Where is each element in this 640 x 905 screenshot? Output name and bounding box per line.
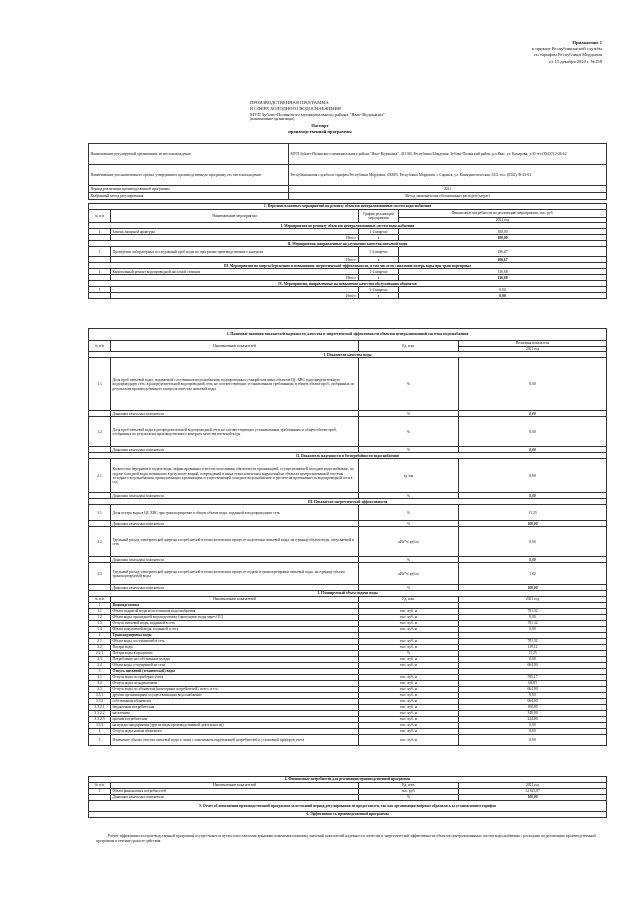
section-title: 3. Планируемый объем подачи воды <box>89 591 607 597</box>
row-value: 0,00 <box>459 411 607 417</box>
row-number: 2.1 <box>89 459 111 493</box>
column-header: Наименование мероприятия <box>111 210 359 223</box>
row-name: Проведение лабораторных исследований проб воды по программе производственного контроля <box>111 247 359 257</box>
row-number: 1.3 <box>89 621 111 627</box>
column-header: № п/п <box>89 783 111 789</box>
row-value: 68,83 <box>459 681 607 687</box>
total-label: Итого: <box>111 293 359 299</box>
efficiency-text: Расчет эффективности производственной программы осуществляется путем сопоставления динамики изменения плановых значений показателей надежности, качества и энергетической эффективности объектов централизованных систем водоснабжения с расходами на реализацию производственной программы в течение срока ее действия <box>96 834 596 843</box>
program-title: ПРОИЗВОДСТВЕННАЯ ПРОГРАММА <box>250 100 329 105</box>
row-name: Динамика изменения показателя <box>111 447 359 453</box>
total-schedule: х <box>359 275 399 281</box>
passport-label: Наименование уполномоченного органа, утвердившего производственную программу, его местонахождение <box>89 165 289 186</box>
section-title: 2. Плановые значения показателей надежности, качества и энергетической эффективности объектов централизованной системы водоснабжения <box>89 329 607 341</box>
total-schedule: х <box>359 235 399 241</box>
financial-needs-table <box>88 776 607 818</box>
row-number: 1.2 <box>89 615 111 621</box>
row-name: Динамика изменения показателя <box>111 521 359 527</box>
row-number: 2.4 <box>89 663 111 669</box>
row-unit: тыс. куб. м <box>359 645 459 651</box>
row-unit: тыс. куб. м <box>359 687 459 693</box>
row-name: Удельный расход электрической энергии, потребляемой в технологическом процессе подготовки питьевой воды, на единицу объема воды, отпускаемой в сеть <box>111 527 359 557</box>
row-unit: % <box>359 417 459 447</box>
row-number: 1 <box>89 269 111 275</box>
passport-row <box>89 165 607 186</box>
row-name: Удельный расход электрической энергии, потребляемой в технологическом процессе подачи и транспортировки питьевой воды, на единицу объема транспортируемой воды <box>111 563 359 585</box>
passport-table <box>88 143 607 200</box>
row-name: собственным абонентам <box>111 699 359 705</box>
row-value: 664,00 <box>459 663 607 669</box>
row-number: 1.1 <box>89 358 111 411</box>
row-name: Динамика изменения показателя <box>111 557 359 563</box>
row-value: 664,00 <box>459 699 607 705</box>
section-title: 6. Эффективность производственной программы <box>89 812 607 818</box>
row-value: 0,00 <box>459 693 607 699</box>
row-value: 0,00 <box>459 459 607 493</box>
row-name: - <box>111 287 359 293</box>
row-name: Объем воды, поступившей в сеть <box>111 639 359 645</box>
row-value: 186,67 <box>399 247 607 257</box>
total-label: Итого: <box>111 235 359 241</box>
row-value: 781,32 <box>459 639 607 645</box>
organization-name: МУП Зубово-Полянского муниципального района "Явас-Водоканал" <box>250 111 385 117</box>
appendix-block <box>392 40 602 65</box>
row-name: Отпуск питьевой воды, поданной в сеть <box>111 621 359 627</box>
row-value: 100,00 <box>459 521 607 527</box>
column-header: № п/п <box>89 341 111 352</box>
column-header: Ед. изм. <box>359 597 459 603</box>
row-unit: тыс. куб. м <box>359 609 459 615</box>
row-unit: тыс. куб. м <box>359 615 459 621</box>
row-value: 0,00 <box>459 417 607 447</box>
total-value: 0,00 <box>399 293 607 299</box>
row-unit: % <box>359 411 459 417</box>
row-number: 2.2 <box>89 645 111 651</box>
passport-value: Метод экономически обоснованных расходов (затрат) <box>289 193 607 200</box>
row-name: Отпуск воды по нормативам <box>111 681 359 687</box>
row-number: 1 <box>89 789 111 795</box>
total-schedule: х <box>359 257 399 263</box>
row-name: Замена запорной арматуры <box>111 229 359 235</box>
passport-value: Республиканская служба по тарифам Республики Мордовия, 430005, Республика Мордовия, г. Саранск, ул. Коммунистическая, 33/2, тел. (8342) 39-23-63 <box>289 165 607 186</box>
row-unit: % <box>359 795 459 801</box>
row-number: 3 <box>89 669 111 675</box>
row-number: 3.2 <box>89 527 111 557</box>
water-supply-volume-table <box>88 590 607 746</box>
group-title: IV. Мероприятия, направленные на повышение качества обслуживания абонентов <box>89 281 607 287</box>
table-row <box>89 527 607 557</box>
passport-label: Период реализации производственной программы <box>89 186 289 193</box>
row-value: 340,00 <box>459 711 607 717</box>
row-unit: % <box>359 557 459 563</box>
row-schedule: 1-4 квартал <box>359 287 399 293</box>
document-header <box>100 100 540 135</box>
column-header: Ед. изм. <box>359 341 459 352</box>
row-number: 1 <box>89 287 111 293</box>
row-unit: тыс. куб. м <box>359 681 459 687</box>
row-unit: кВт*ч/ куб.м <box>359 563 459 585</box>
column-header: Наименование показателей <box>111 597 359 603</box>
group-title: II. Мероприятия, направленные на улучшение качества питьевой воды <box>89 241 607 247</box>
row-unit: тыс. куб. м <box>359 735 459 746</box>
row-unit: % <box>359 447 459 453</box>
table-row <box>89 735 607 746</box>
row-name: Капитальный ремонт водопроводной насосной станции <box>111 269 359 275</box>
row-unit: тыс. куб. м <box>359 729 459 735</box>
row-value: 100,00 <box>459 705 607 711</box>
total-row <box>89 293 607 299</box>
row-name: Доля потерь воды в ЦС ХВС при транспортировке в общем объеме воды, поданной в водопроводную сеть <box>111 505 359 521</box>
row-name: Доля проб питьевой воды в распределительной водопроводной сети, не соответствующих установленным требованиям, в общем объеме проб, отобранных по результатам производственного контроля качества питьевой воды <box>111 417 359 447</box>
row-name: Отпуск питьевой (технической) воды <box>111 669 359 675</box>
table-row <box>89 459 607 493</box>
row-name: Динамика изменения показателя <box>111 493 359 499</box>
row-number: 1 <box>89 229 111 235</box>
row-value: 781,32 <box>459 609 607 615</box>
row-number: 3.1 <box>89 505 111 521</box>
row-name: Отпуск воды по абонентам (категориям потребителей), всего, в т.ч.: <box>111 687 359 693</box>
passport-subtitle: производственной программы <box>288 128 352 134</box>
column-header: 2021 год <box>459 783 607 789</box>
row-number: 3.3.3 <box>89 723 111 729</box>
row-unit: тыс. куб. м <box>359 627 459 633</box>
column-header: 2021 год <box>459 347 607 352</box>
table-row <box>89 563 607 585</box>
row-name: Объем покупаемой воды, поданной в сеть <box>111 627 359 633</box>
row-name: Потребление на собственные нужды <box>111 657 359 663</box>
row-value: 15,25 <box>459 505 607 521</box>
column-header: Наименование показателей <box>111 783 359 789</box>
row-value: 100,00 <box>459 585 607 591</box>
row-name: Доля проб питьевой воды, подаваемой с источников водоснабжения, водопроводных станций или иных объектов ЦС ХВС в распределительную водопроводную сеть, в распределительной водопроводной сети, не соответствующих установленным требованиям, в общем объеме проб, отобранных по результатам производственного контроля качества питьевой воды <box>111 358 359 411</box>
row-value: 0,00 <box>459 358 607 411</box>
appendix-line: к приказу Республиканской службы <box>531 46 602 52</box>
row-name: Отпуск воды по приборам учета <box>111 675 359 681</box>
row-unit: тыс. куб. м <box>359 717 459 723</box>
column-header: 2021 год <box>459 597 607 603</box>
row-name: Потери воды в процентах <box>111 651 359 657</box>
indicators-table <box>88 328 607 591</box>
table-row <box>89 358 607 411</box>
passport-value: 2021 <box>289 186 607 193</box>
row-number: 3.3.1 <box>89 693 111 699</box>
group-title: I. Мероприятия по ремонту объектов централизованных систем водоснабжения <box>89 223 607 229</box>
table-row <box>89 247 607 257</box>
passport-row <box>89 193 607 200</box>
row-value: 0,00 <box>459 729 607 735</box>
row-value: 0,00 <box>459 657 607 663</box>
row-name: Динамика изменения показателя <box>111 795 359 801</box>
row-number: 2.1 <box>89 639 111 645</box>
group-title: III. Мероприятия по энергосбережению и повышению энергетической эффективности, в том числе по снижению потерь воды при транспортировке <box>89 263 607 269</box>
row-value: 0,00 <box>459 723 607 729</box>
row-name: Объем воды, отпущенной из сети <box>111 663 359 669</box>
row-unit: тыс. куб. м <box>359 705 459 711</box>
total-value: 136,68 <box>399 275 607 281</box>
row-number: 1 <box>89 247 111 257</box>
row-value: 15,25 <box>459 651 607 657</box>
row-number: 2.3 <box>89 657 111 663</box>
row-unit: тыс. куб. м <box>359 723 459 729</box>
row-number: 1.1 <box>89 609 111 615</box>
total-schedule: х <box>359 293 399 299</box>
row-unit: % <box>359 505 459 521</box>
passport-value: МУП Зубово-Полянского муниципального района "Явас-Водоканал", 431160, Республика Мордовия, Зубово-Полянский район, р.п Явас, ул. Комарова, д.30 тел (83437) 2-26-62 <box>289 144 607 165</box>
passport-row <box>89 144 607 165</box>
row-value: 1,02 <box>459 563 607 585</box>
row-number: 1.2 <box>89 417 111 447</box>
column-header: Величина показателя <box>459 341 607 347</box>
total-value: 100,00 <box>399 235 607 241</box>
passport-label: Наименование регулируемой организации, ее местонахождение <box>89 144 289 165</box>
row-unit: тыс. куб. м <box>359 621 459 627</box>
row-unit: % <box>359 493 459 499</box>
group-title: I. Показатели качества воды <box>89 352 607 358</box>
row-unit: кВт*ч/ куб.м <box>359 527 459 557</box>
row-unit: тыс. куб. м <box>359 711 459 717</box>
section-title: 5. Отчет об исполнении производственной программы за истекший период регулирования не предоставлен, так как организация впервые обратилась за установлением тарифов <box>89 801 607 812</box>
row-number: 3.3.2 <box>89 699 111 705</box>
row-number: 2 <box>89 633 111 639</box>
row-value: 664,00 <box>459 687 607 693</box>
row-name: Объем воды, прошедшей водоподготовку (пропущено воды через ОС) <box>111 615 359 621</box>
appendix-line: по тарифам Республики Мордовия <box>534 52 602 58</box>
organization-note: (наименование организации) <box>250 117 295 122</box>
row-number: 1.4 <box>89 627 111 633</box>
total-label: Итого: <box>111 275 359 281</box>
total-label: Итого: <box>111 257 359 263</box>
row-name: другим организациям, осуществляющим водоснабжение <box>111 693 359 699</box>
row-name: населению <box>111 711 359 717</box>
row-value: 0,00 <box>459 527 607 557</box>
column-header: 2021 год <box>399 218 607 223</box>
row-number: 4 <box>89 729 111 735</box>
row-number: 1 <box>89 603 111 609</box>
passport-title: Паспорт <box>311 123 329 129</box>
column-header: График реализации мероприятия <box>359 210 399 223</box>
row-name: Объем поднятой воды из источников водоснабжения <box>111 609 359 615</box>
row-name: Отпуск воды новым абонентам <box>111 729 359 735</box>
row-name: Количество перерывов в подаче воды, зафиксированных в местах исполнения обязательств организацией, осуществляющей холодное водоснабжение, по подаче холодной воды, возникших в результате аварий, повреждений и иных технологических нарушений на объектах централизованной системы холодного водоснабжения, принадлежащих организации, осуществляющей холодное водоснабжение, в расчете на протяженность водопроводной сети в год <box>111 459 359 493</box>
row-unit: % <box>359 358 459 411</box>
row-name: бюджетным потребителям <box>111 705 359 711</box>
row-number: 5 <box>89 735 111 746</box>
column-header: № п/п <box>89 597 111 603</box>
row-unit: тыс. куб. м <box>359 639 459 645</box>
row-unit: тыс. куб. м <box>359 663 459 669</box>
passport-row <box>89 186 607 193</box>
row-value: 0,00 <box>459 735 607 746</box>
row-name: прочим потребителям <box>111 717 359 723</box>
table-row <box>89 505 607 521</box>
row-value: 781,32 <box>459 621 607 627</box>
row-value: 136,68 <box>399 269 607 275</box>
repair-measures-table <box>88 203 607 299</box>
total-value: 186,67 <box>399 257 607 263</box>
row-value: 0,00 <box>459 493 607 499</box>
row-number: 2.2.1 <box>89 651 111 657</box>
row-value: 100,00 <box>399 229 607 235</box>
row-unit: тыс. куб. м <box>359 675 459 681</box>
row-name: Транспортировка воды <box>111 633 359 639</box>
group-title: II. Показатель надежности и бесперебойности водоснабжения <box>89 453 607 459</box>
passport-label: Выбранный метод регулирования <box>89 193 289 200</box>
row-value: 595,17 <box>459 675 607 681</box>
row-number: 3.3 <box>89 563 111 585</box>
appendix-title: Приложение 1 <box>572 40 602 45</box>
table-row <box>89 417 607 447</box>
row-name: Динамика изменения показателя <box>111 585 359 591</box>
section-title: 4. Финансовые потребности для реализации производственной программы <box>89 777 607 783</box>
row-number: 3.1 <box>89 675 111 681</box>
row-value: 100,00 <box>459 795 607 801</box>
row-unit: ед./км <box>359 459 459 493</box>
column-header: № п/п <box>89 210 111 223</box>
row-number: 3.3.2.2 <box>89 711 111 717</box>
row-schedule: 1-4 квартал <box>359 229 399 235</box>
row-value: 0,00 <box>459 557 607 563</box>
row-value: 0,00 <box>459 627 607 633</box>
group-title: III. Показатели энергетической эффективности <box>89 499 607 505</box>
column-header: Финансовые потребности на реализацию мероприятия, тыс. руб. <box>399 210 607 218</box>
row-name: Потери воды <box>111 645 359 651</box>
row-schedule: 1-4 квартал <box>359 247 399 257</box>
column-header: Ед. изм. <box>359 783 459 789</box>
row-number: 3.3.2.3 <box>89 717 111 723</box>
row-unit: тыс. куб. м <box>359 693 459 699</box>
row-unit: % <box>359 521 459 527</box>
row-unit: % <box>359 585 459 591</box>
row-value: 0,00 <box>399 287 607 293</box>
section-title: 1. Перечень плановых мероприятий по ремонту объектов централизованных систем водоснабжения <box>89 204 607 210</box>
row-value: 0,00 <box>459 447 607 453</box>
row-value: 224,00 <box>459 717 607 723</box>
column-header: Наименование показателей <box>111 341 359 352</box>
row-schedule: 1-4 квартал <box>359 269 399 275</box>
row-number: 3.3 <box>89 687 111 693</box>
row-unit: % <box>359 651 459 657</box>
row-number: 3.2 <box>89 681 111 687</box>
row-value: 119,12 <box>459 645 607 651</box>
row-name: на нужды предприятия (другие виды производственной деятельности) <box>111 723 359 729</box>
row-value: 0,00 <box>459 615 607 621</box>
appendix-line: от 15 декабря 2020 г. №158 <box>549 58 602 64</box>
row-name: Изменение объема отпуска питьевой воды в связи с изменением окружающей потребителей и установкой приборов учета <box>111 735 359 746</box>
row-unit: тыс. руб. <box>359 789 459 795</box>
row-name: Динамика изменения показателя <box>111 411 359 417</box>
row-unit: тыс. куб. м <box>359 699 459 705</box>
row-name: Водоподготовка <box>111 603 359 609</box>
program-subtitle: В СФЕРЕ ХОЛОДНОГО ВОДОСНАБЖЕНИЯ <box>250 105 341 111</box>
row-value: 14 623,87 <box>459 789 607 795</box>
row-number: 3.3.2.1 <box>89 705 111 711</box>
row-name: Объем финансовых потребностей <box>111 789 359 795</box>
row-unit: тыс. куб. м <box>359 657 459 663</box>
